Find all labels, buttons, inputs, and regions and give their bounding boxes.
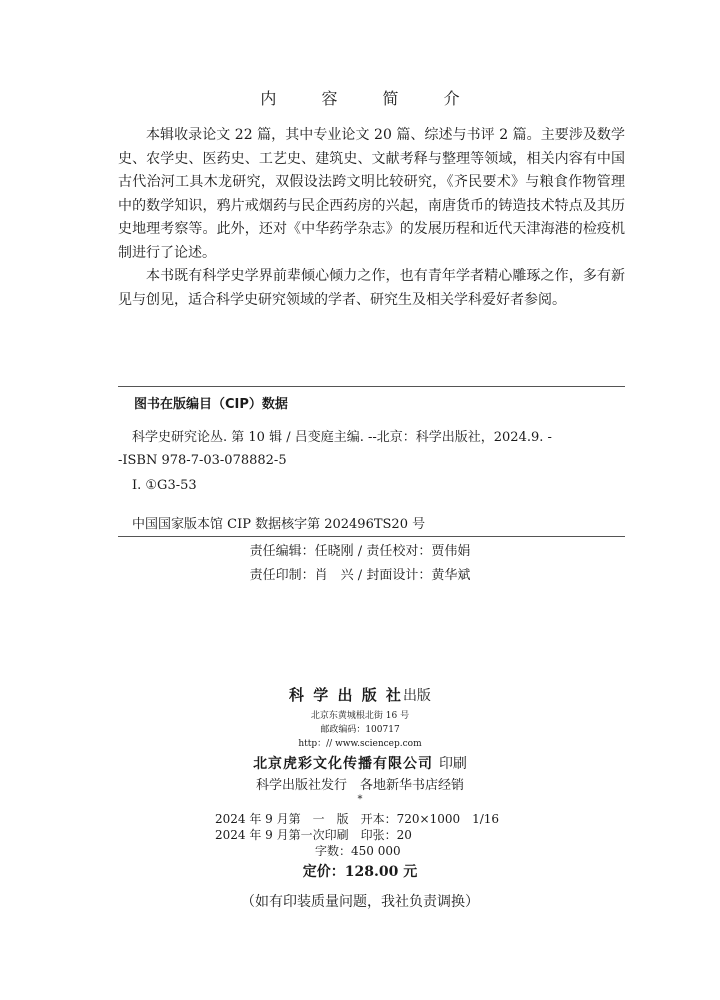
publisher-address: 北京东黄城根北街 16 号 <box>310 711 410 721</box>
cip-heading: 图书在版编目（CIP）数据 <box>134 397 288 412</box>
distribution-line: 科学出版社发行 各地新华书店经销 <box>255 778 464 793</box>
publisher-postcode: 邮政编码：100717 <box>320 725 400 735</box>
printer-name <box>0 753 720 773</box>
cip-entry-line-1: 科学史研究论丛. 第 10 辑 / 吕变庭主编. --北京：科学出版社，2024.9. - <box>132 430 552 445</box>
printing-line: 2024 年 9 月第一次印刷 印张：20 <box>215 828 412 842</box>
cip-top-rule <box>118 386 625 387</box>
cip-classification: Ⅰ. ①G3-53 <box>132 478 197 493</box>
cip-record-number: 中国国家版本馆 CIP 数据核字第 202496TS20 号 <box>132 517 426 532</box>
cip-entry <box>118 426 625 472</box>
publisher-website: http：// www.sciencep.com <box>298 739 422 749</box>
publisher-name <box>0 684 720 705</box>
word-count: 字数：450 000 <box>315 844 401 858</box>
cip-bottom-rule <box>118 536 625 537</box>
publisher-name-suffix: 出版 <box>402 688 431 704</box>
quality-note: （如有印装质量问题，我社负责调换） <box>241 894 479 910</box>
editor-line-2: 责任印制：肖 兴 / 封面设计：黄华斌 <box>249 568 471 583</box>
edition-line: 2024 年 9 月第 一 版 开本：720×1000 1/16 <box>215 812 500 826</box>
summary-text <box>118 124 625 312</box>
editor-line-1: 责任编辑：任晓刚 / 责任校对：贾伟娟 <box>249 544 471 559</box>
publisher-block <box>0 684 720 911</box>
summary-title: 内 容 简 介 <box>260 89 480 108</box>
publisher-name-text: 科 学 出 版 社 <box>289 686 403 704</box>
summary-paragraph-1: 本辑收录论文 22 篇，其中专业论文 20 篇、综述与书评 2 篇。主要涉及数学史、农学史、医药史、工艺史、建筑史、文献考释与整理等领域，相关内容有中国古代治河工具木龙研究，双假设法跨文明比较研究，《齐民要术》与粮食作物管理中的数学知识，鸦片戒烟药与民企西药房的兴起，南唐货币的铸造技术特点及其历史地理考察等。此外，还对《中华药学杂志》的发展历程和近代天津海港的检疫机制进行了论述。 <box>118 127 625 261</box>
printer-name-text: 北京虎彩文化传播有限公司 <box>253 756 434 772</box>
cip-entry-line-2: -ISBN 978-7-03-078882-5 <box>118 453 287 468</box>
summary-paragraph-2: 本书既有科学史学界前辈倾心倾力之作，也有青年学者精心雕琢之作，多有新见与创见，适合科学史研究领域的学者、研究生及相关学科爱好者参阅。 <box>118 268 625 308</box>
separator-star: * <box>357 794 363 805</box>
editor-credits <box>0 540 720 588</box>
printer-suffix: 印刷 <box>438 756 467 772</box>
price: 定价：128.00 元 <box>302 864 418 880</box>
